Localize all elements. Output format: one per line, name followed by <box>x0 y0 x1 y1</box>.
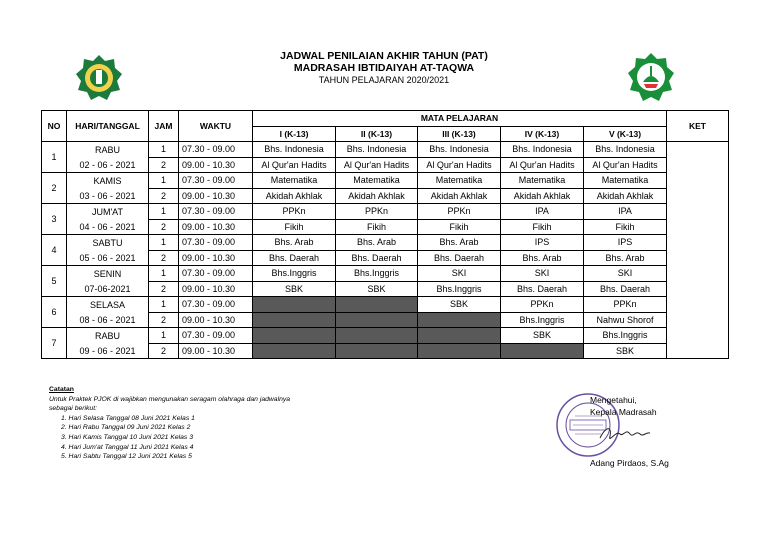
subject-cell: Akidah Akhlak <box>584 188 667 204</box>
empty-slot <box>418 328 501 344</box>
col-header-jam: JAM <box>149 111 179 142</box>
subject-cell: Matematika <box>336 173 418 189</box>
day-name: JUM'AT <box>67 204 149 220</box>
subject-cell: Al Qur'an Hadits <box>253 157 336 173</box>
table-row <box>42 297 729 313</box>
session-number: 2 <box>149 157 179 173</box>
class-header: IV (K-13) <box>501 126 584 142</box>
row-number: 5 <box>42 266 67 297</box>
subject-cell: Matematika <box>253 173 336 189</box>
subject-cell: PPKn <box>501 297 584 313</box>
note-item: 1. Hari Selasa Tanggal 08 Juni 2021 Kelas 1 <box>61 414 195 422</box>
row-number: 2 <box>42 173 67 204</box>
table-row <box>42 266 729 282</box>
sign-acknowledge: Mengetahui, <box>590 395 637 405</box>
subject-cell: Bhs. Indonesia <box>501 142 584 158</box>
subject-cell: Bhs. Indonesia <box>253 142 336 158</box>
class-header: II (K-13) <box>336 126 418 142</box>
sign-position: Kepala Madrasah <box>590 407 657 417</box>
empty-slot <box>336 312 418 328</box>
subject-cell: SKI <box>418 266 501 282</box>
empty-slot <box>253 297 336 313</box>
subject-cell: Akidah Akhlak <box>253 188 336 204</box>
subject-cell: Bhs. Arab <box>253 235 336 251</box>
empty-slot <box>253 312 336 328</box>
subject-cell: Bhs.Inggris <box>418 281 501 297</box>
note-item: 3. Hari Kamis Tanggal 10 Juni 2021 Kelas 3 <box>61 433 193 441</box>
subject-cell: Bhs.Inggris <box>336 266 418 282</box>
subject-cell: IPA <box>501 204 584 220</box>
col-header-mapel: MATA PELAJARAN <box>253 111 667 127</box>
date-value: 05 - 06 - 2021 <box>67 250 149 266</box>
row-number: 4 <box>42 235 67 266</box>
table-row <box>42 250 729 266</box>
empty-slot <box>336 328 418 344</box>
note-item: 5. Hari Sabtu Tanggal 12 Juni 2021 Kelas 5 <box>61 453 192 461</box>
subject-cell: Bhs. Arab <box>336 235 418 251</box>
title-line-2: MADRASAH IBTIDAIYAH AT-TAQWA <box>293 62 475 74</box>
col-header-no: NO <box>42 111 67 142</box>
time-range: 07.30 - 09.00 <box>179 173 253 189</box>
table-row <box>42 173 729 189</box>
day-name: SABTU <box>67 235 149 251</box>
class-header: I (K-13) <box>253 126 336 142</box>
notes-section <box>49 385 290 462</box>
class-header: III (K-13) <box>418 126 501 142</box>
subject-cell: SBK <box>501 328 584 344</box>
subject-cell: Bhs. Indonesia <box>418 142 501 158</box>
notes-intro-cont: sebagai berikut: <box>49 405 97 413</box>
subject-cell: Bhs.Inggris <box>501 312 584 328</box>
subject-cell: SBK <box>253 281 336 297</box>
time-range: 09.00 - 10.30 <box>179 219 253 235</box>
subject-cell: SBK <box>336 281 418 297</box>
session-number: 1 <box>149 266 179 282</box>
empty-slot <box>336 297 418 313</box>
col-header-waktu: WAKTU <box>179 111 253 142</box>
time-range: 07.30 - 09.00 <box>179 142 253 158</box>
subject-cell: Bhs. Indonesia <box>584 142 667 158</box>
col-header-day: HARI/TANGGAL <box>67 111 149 142</box>
time-range: 09.00 - 10.30 <box>179 250 253 266</box>
subject-cell: SBK <box>418 297 501 313</box>
date-value: 02 - 06 - 2021 <box>67 157 149 173</box>
time-range: 07.30 - 09.00 <box>179 235 253 251</box>
academic-year: TAHUN PELAJARAN 2020/2021 <box>318 75 450 85</box>
subject-cell: Akidah Akhlak <box>336 188 418 204</box>
table-row <box>42 157 729 173</box>
subject-cell: IPA <box>584 204 667 220</box>
subject-cell: Fikih <box>253 219 336 235</box>
day-name: RABU <box>67 142 149 158</box>
session-number: 1 <box>149 235 179 251</box>
subject-cell: Matematika <box>584 173 667 189</box>
session-number: 1 <box>149 142 179 158</box>
subject-cell: Bhs. Daerah <box>253 250 336 266</box>
session-number: 1 <box>149 297 179 313</box>
subject-cell: PPKn <box>418 204 501 220</box>
subject-cell: Fikih <box>501 219 584 235</box>
subject-cell: Nahwu Shorof <box>584 312 667 328</box>
subject-cell: PPKn <box>584 297 667 313</box>
date-value: 03 - 06 - 2021 <box>67 188 149 204</box>
table-row <box>42 312 729 328</box>
subject-cell: Fikih <box>584 219 667 235</box>
subject-cell: Bhs. Daerah <box>418 250 501 266</box>
table-row <box>42 343 729 359</box>
class-header: V (K-13) <box>584 126 667 142</box>
subject-cell: SKI <box>501 266 584 282</box>
session-number: 2 <box>149 343 179 359</box>
remarks-cell <box>667 142 729 359</box>
session-number: 2 <box>149 281 179 297</box>
session-number: 1 <box>149 328 179 344</box>
day-name: SELASA <box>67 297 149 313</box>
date-value: 07-06-2021 <box>67 281 149 297</box>
row-number: 6 <box>42 297 67 328</box>
table-row <box>42 235 729 251</box>
subject-cell: Al Qur'an Hadits <box>584 157 667 173</box>
col-header-ket: KET <box>667 111 729 142</box>
empty-slot <box>418 312 501 328</box>
time-range: 07.30 - 09.00 <box>179 266 253 282</box>
note-item: 4. Hari Jum'at Tanggal 11 Juni 2021 Kelas 4 <box>61 443 194 451</box>
empty-slot <box>418 343 501 359</box>
handwritten-signature-icon <box>596 420 654 448</box>
school-logo-icon <box>627 52 675 104</box>
subject-cell: SBK <box>584 343 667 359</box>
table-row <box>42 219 729 235</box>
subject-cell: Matematika <box>418 173 501 189</box>
subject-cell: Bhs. Daerah <box>584 281 667 297</box>
schedule-body <box>42 142 729 359</box>
session-number: 1 <box>149 173 179 189</box>
empty-slot <box>336 343 418 359</box>
session-number: 2 <box>149 250 179 266</box>
time-range: 07.30 - 09.00 <box>179 328 253 344</box>
time-range: 09.00 - 10.30 <box>179 157 253 173</box>
subject-cell: SKI <box>584 266 667 282</box>
subject-cell: PPKn <box>253 204 336 220</box>
empty-slot <box>253 343 336 359</box>
table-row <box>42 188 729 204</box>
subject-cell: PPKn <box>336 204 418 220</box>
signature-block <box>590 394 657 418</box>
notes-list <box>49 414 290 462</box>
signer-name: Adang Pirdaos, S.Ag <box>590 458 669 468</box>
day-name: KAMIS <box>67 173 149 189</box>
row-number: 1 <box>42 142 67 173</box>
table-row <box>42 204 729 220</box>
table-row <box>42 281 729 297</box>
subject-cell: Bhs. Arab <box>584 250 667 266</box>
table-row <box>42 142 729 158</box>
time-range: 07.30 - 09.00 <box>179 204 253 220</box>
session-number: 1 <box>149 204 179 220</box>
session-number: 2 <box>149 188 179 204</box>
date-value: 09 - 06 - 2021 <box>67 343 149 359</box>
date-value: 08 - 06 - 2021 <box>67 312 149 328</box>
day-name: SENIN <box>67 266 149 282</box>
session-number: 2 <box>149 312 179 328</box>
schedule-table <box>41 110 729 359</box>
time-range: 09.00 - 10.30 <box>179 343 253 359</box>
subject-cell: IPS <box>501 235 584 251</box>
empty-slot <box>501 343 584 359</box>
empty-slot <box>253 328 336 344</box>
time-range: 09.00 - 10.30 <box>179 188 253 204</box>
subject-cell: Bhs. Daerah <box>336 250 418 266</box>
subject-cell: Bhs. Arab <box>501 250 584 266</box>
row-number: 7 <box>42 328 67 359</box>
subject-cell: Akidah Akhlak <box>501 188 584 204</box>
subject-cell: Matematika <box>501 173 584 189</box>
day-name: RABU <box>67 328 149 344</box>
subject-cell: Al Qur'an Hadits <box>501 157 584 173</box>
subject-cell: Al Qur'an Hadits <box>336 157 418 173</box>
subject-cell: Bhs. Arab <box>418 235 501 251</box>
date-value: 04 - 06 - 2021 <box>67 219 149 235</box>
ministry-logo-icon <box>74 53 124 103</box>
subject-cell: Bhs. Indonesia <box>336 142 418 158</box>
subject-cell: Fikih <box>336 219 418 235</box>
subject-cell: Bhs.Inggris <box>253 266 336 282</box>
notes-intro: Untuk Praktek PJOK di wajibkan mengunakan seragam olahraga dan jadwalnya <box>49 395 291 403</box>
subject-cell: Akidah Akhlak <box>418 188 501 204</box>
row-number: 3 <box>42 204 67 235</box>
subject-cell: Bhs. Daerah <box>501 281 584 297</box>
table-row <box>42 328 729 344</box>
time-range: 09.00 - 10.30 <box>179 312 253 328</box>
note-item: 2. Hari Rabu Tanggal 09 Juni 2021 Kelas 2 <box>61 424 191 432</box>
notes-title: Catatan <box>49 386 74 393</box>
subject-cell: IPS <box>584 235 667 251</box>
time-range: 07.30 - 09.00 <box>179 297 253 313</box>
subject-cell: Al Qur'an Hadits <box>418 157 501 173</box>
session-number: 2 <box>149 219 179 235</box>
subject-cell: Fikih <box>418 219 501 235</box>
title-line-1: JADWAL PENILAIAN AKHIR TAHUN (PAT) <box>280 50 488 62</box>
time-range: 09.00 - 10.30 <box>179 281 253 297</box>
subject-cell: Bhs.Inggris <box>584 328 667 344</box>
